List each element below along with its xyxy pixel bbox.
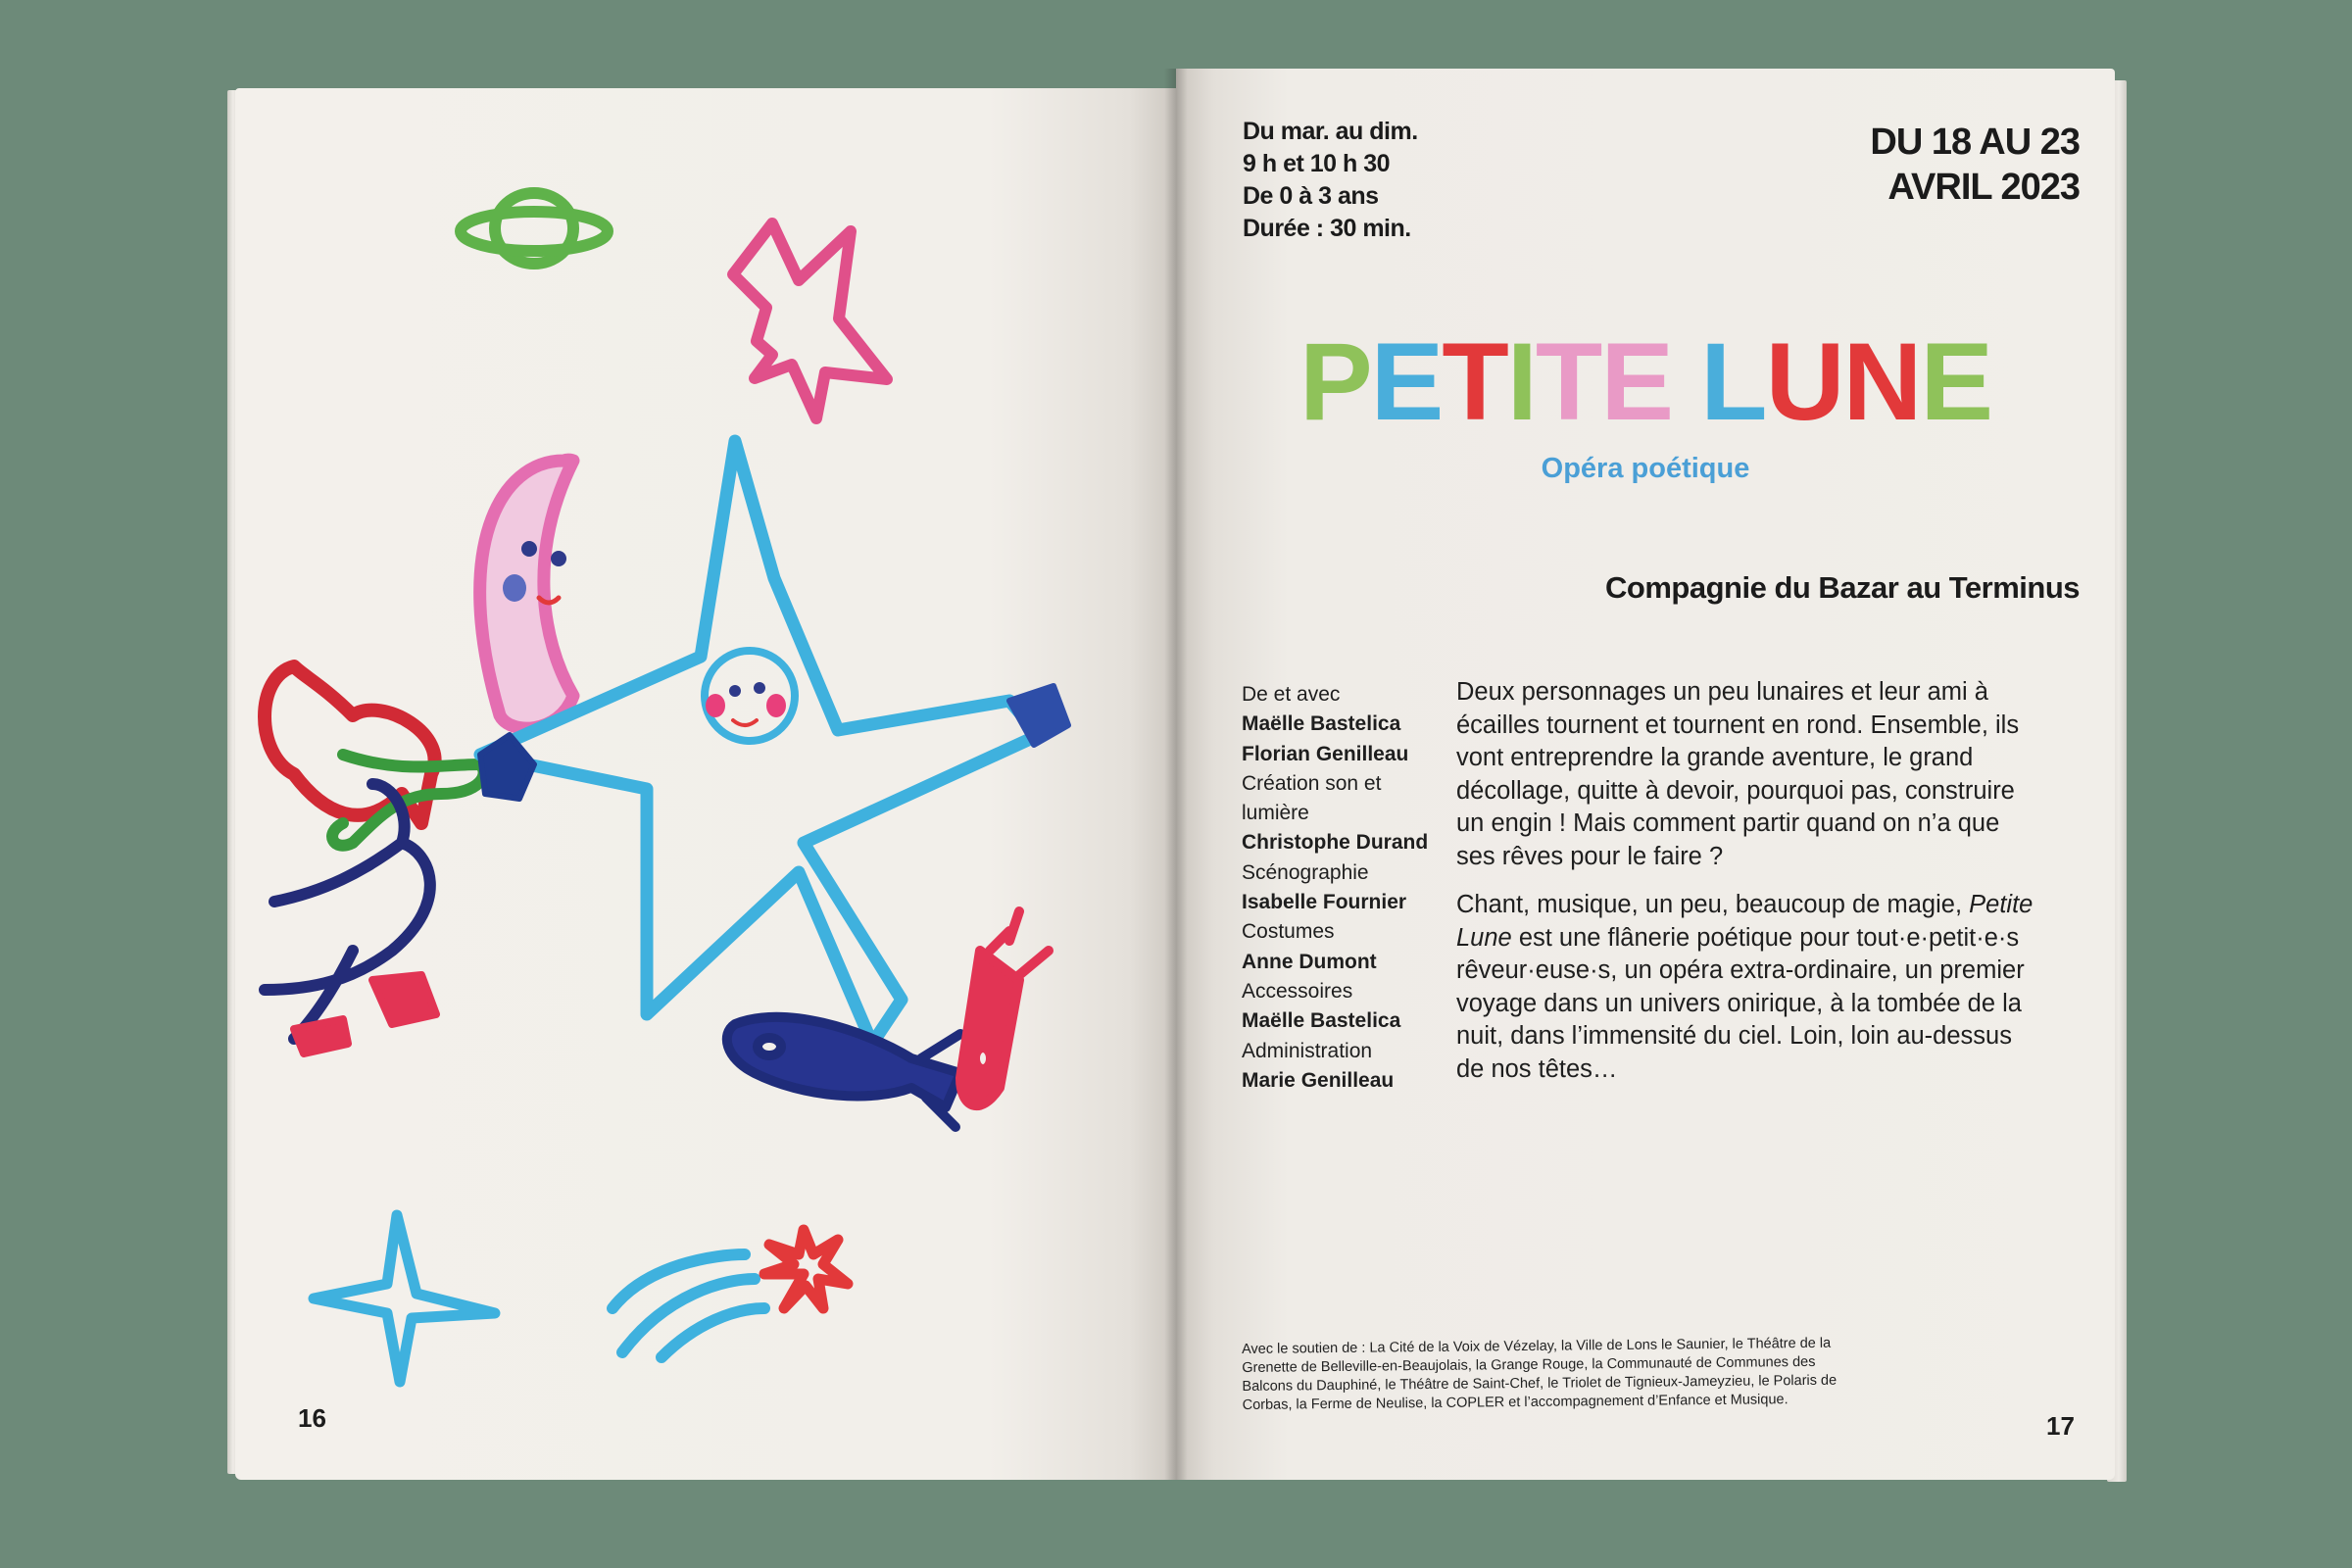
credit-role: Scénographie bbox=[1242, 860, 1369, 884]
credit-name: Marie Genilleau bbox=[1242, 1068, 1395, 1092]
schedule-line: Du mar. au dim. bbox=[1243, 118, 1418, 145]
navy-rocket-icon bbox=[727, 1017, 960, 1127]
schedule-line: 9 h et 10 h 30 bbox=[1243, 150, 1391, 177]
planet-icon bbox=[461, 193, 608, 264]
support-credits: Avec le soutien de : La Cité de la Voix de Vézelay, la Ville de Lons le Saunier, le Théâtre de la Grenette de Belleville-en-Beaujolais, la Grange Rouge, la Communauté de Communes des Balcons du Dauphiné, le Théâtre de Saint-Chef, le Triolet de Tignieux-Jameyzieu, le Polaris de Corbas, la Ferme de Neulise, la COPLER et l’accompagnement d’Enfance et Musique. bbox=[1242, 1335, 1838, 1413]
credit-name: Anne Dumont bbox=[1242, 950, 1377, 973]
description bbox=[1456, 676, 2044, 1102]
show-title bbox=[1176, 320, 2115, 443]
moon-icon bbox=[480, 460, 573, 728]
comet-icon bbox=[612, 1230, 848, 1357]
title-letter: N bbox=[1842, 320, 1921, 443]
star-face bbox=[705, 651, 795, 741]
credit-name: Florian Genilleau bbox=[1242, 742, 1409, 765]
title-letter: T bbox=[1442, 320, 1507, 443]
paragraph2-end: est une flânerie poétique pour tout·e·petit·e·s rêveur·euse·s, un opéra extra-ordinaire, un premier voyage dans un univers onirique, à la tombée de la nuit, dans l’immensité du ciel. Loin, loin au-dessus de nos têtes… bbox=[1456, 923, 2025, 1083]
credit-name: Maëlle Bastelica bbox=[1242, 1009, 1401, 1033]
page-number-right: 17 bbox=[2046, 1411, 2075, 1441]
paragraph2-start: Chant, musique, un peu, beaucoup de magie, bbox=[1456, 891, 1970, 918]
credit-name: Maëlle Bastelica bbox=[1242, 712, 1401, 736]
credit-name: Christophe Durand bbox=[1242, 831, 1429, 855]
page-number-left: 16 bbox=[298, 1403, 326, 1433]
title-letter: T bbox=[1535, 320, 1601, 443]
title-letter: E bbox=[1370, 320, 1443, 443]
title-letter: E bbox=[1600, 320, 1673, 443]
schedule-line: Durée : 30 min. bbox=[1243, 215, 1411, 242]
show-genre: Opéra poétique bbox=[1541, 453, 1750, 484]
credit-role: Costumes bbox=[1242, 920, 1335, 944]
right-page bbox=[1176, 69, 2115, 1480]
credit-role: Création son et lumière bbox=[1242, 771, 1382, 825]
description-paragraph-2 bbox=[1456, 889, 2044, 1086]
description-paragraph-1: Deux personnages un peu lunaires et leur ami à écailles tournent et tournent en rond. Ensemble, ils vont entreprendre la grande aventure, le grand décollage, quitte à devoir, pourquoi pas, construire un engin ! Mais comment partir quand on n’a que ses rêves pour le faire ? bbox=[1456, 678, 2020, 870]
credits-list bbox=[1242, 680, 1447, 1096]
company-name: Compagnie du Bazar au Terminus bbox=[1605, 570, 2080, 605]
pink-star-icon bbox=[733, 223, 887, 418]
paragraph2-italic-title: Petite Lune bbox=[1456, 891, 2034, 952]
title-letter bbox=[1672, 320, 1700, 443]
credit-role: Administration bbox=[1242, 1039, 1373, 1062]
date-line: DU 18 AU 23 bbox=[1870, 122, 2080, 163]
schedule-line: De 0 à 3 ans bbox=[1243, 182, 1379, 210]
credit-role: Accessoires bbox=[1242, 979, 1353, 1003]
title-letter: P bbox=[1298, 320, 1371, 443]
blue-mitten-right bbox=[1009, 686, 1068, 745]
title-letter: E bbox=[1920, 320, 1992, 443]
date-line: AVRIL 2023 bbox=[1887, 167, 2080, 208]
title-letter: I bbox=[1506, 320, 1536, 443]
book-spine-shadow bbox=[1164, 69, 1188, 1480]
credit-name: Isabelle Fournier bbox=[1242, 891, 1407, 914]
red-rocket-icon bbox=[960, 911, 1049, 1105]
date-range bbox=[1870, 120, 2080, 210]
credit-role: De et avec bbox=[1242, 683, 1341, 706]
title-letter: U bbox=[1765, 320, 1843, 443]
child-drawing-illustration bbox=[235, 88, 1176, 1480]
blue-sparkle-icon bbox=[314, 1215, 495, 1382]
left-page bbox=[235, 88, 1176, 1480]
schedule-block bbox=[1243, 116, 1418, 245]
title-letter: L bbox=[1700, 320, 1766, 443]
